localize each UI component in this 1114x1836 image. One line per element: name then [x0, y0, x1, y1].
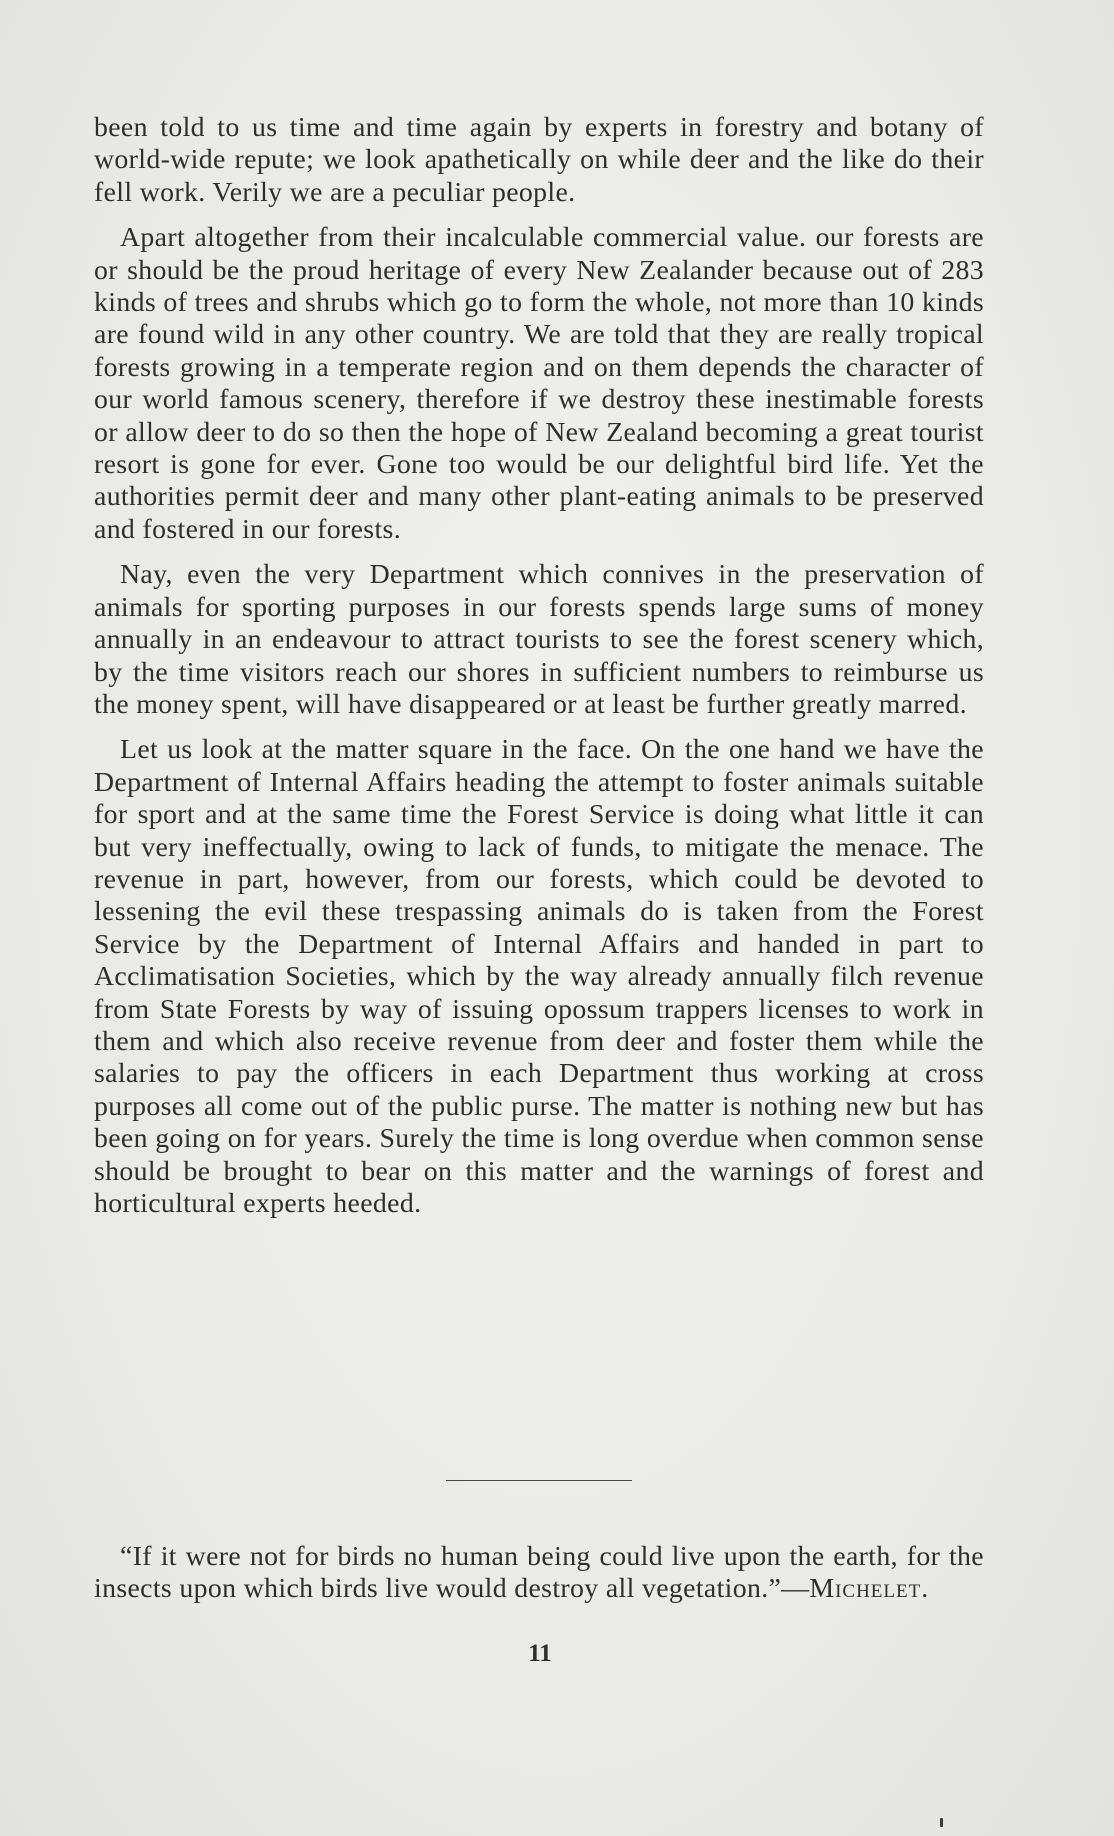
quote-attribution: Michelet. — [809, 1573, 930, 1605]
page-number: 11 — [528, 1640, 552, 1667]
quote-text: “If it were not for birds no human being could live upon the earth, for the insects upon which birds live would destroy all vegetation.”— — [94, 1540, 984, 1605]
print-speck — [940, 1818, 943, 1827]
paragraph-matter-square: Let us look at the matter square in the face. On the one hand we have the Department of Internal Affairs heading the attempt to foster animals suitable for sport and at the same time the Forest Service is doing what little it can but very ineffectually, owing to lack of funds, to mitigate the menace. The revenue in part, however, from our forests, which could be devoted to lessening the evil these trespassing animals do is taken from the Forest Service by the Department of Internal Affairs and handed in part to Acclimatisation Societies, which by the way already annually filch revenue from State Forests by way of issuing opossum trappers licenses to work in them and which also receive revenue from deer and foster them while the salaries to pay the officers in each Department thus working at cross purposes all come out of the public purse. The matter is nothing new but has been going on for years. Surely the time is long overdue when common sense should be brought to bear on this matter and the warnings of forest and horticultural experts heeded. — [94, 734, 984, 1219]
body-text — [94, 112, 984, 1233]
paragraph-continuation: been told to us time and time again by experts in forestry and botany of world-wide repute; we look apathetically on while deer and the like do their fell work. Verily we are a peculiar people. — [94, 112, 984, 208]
epigraph-quote — [94, 1541, 984, 1606]
paragraph-forests-heritage: Apart altogether from their incalculable commercial value. our forests are or should be the proud heritage of every New Zealander because out of 283 kinds of trees and shrubs which go to form the whole, not more than 10 kinds are found wild in any other country. We are told that they are really tropical forests growing in a temperate region and on them depends the character of our world famous scenery, therefore if we destroy these inestimable forests or allow deer to do so then the hope of New Zealand becoming a great tourist resort is gone for ever. Gone too would be our delightful bird life. Yet the authorities permit deer and many other plant-eating animals to be preserved and fostered in our forests. — [94, 222, 984, 545]
section-divider — [446, 1480, 632, 1481]
paragraph-department-tourism: Nay, even the very Department which connives in the preservation of animals for sporting purposes in our forests spends large sums of money annually in an endeavour to attract tourists to see the forest scenery which, by the time visitors reach our shores in sufficient numbers to reimburse us the money spent, will have disappeared or at least be further greatly marred. — [94, 559, 984, 720]
